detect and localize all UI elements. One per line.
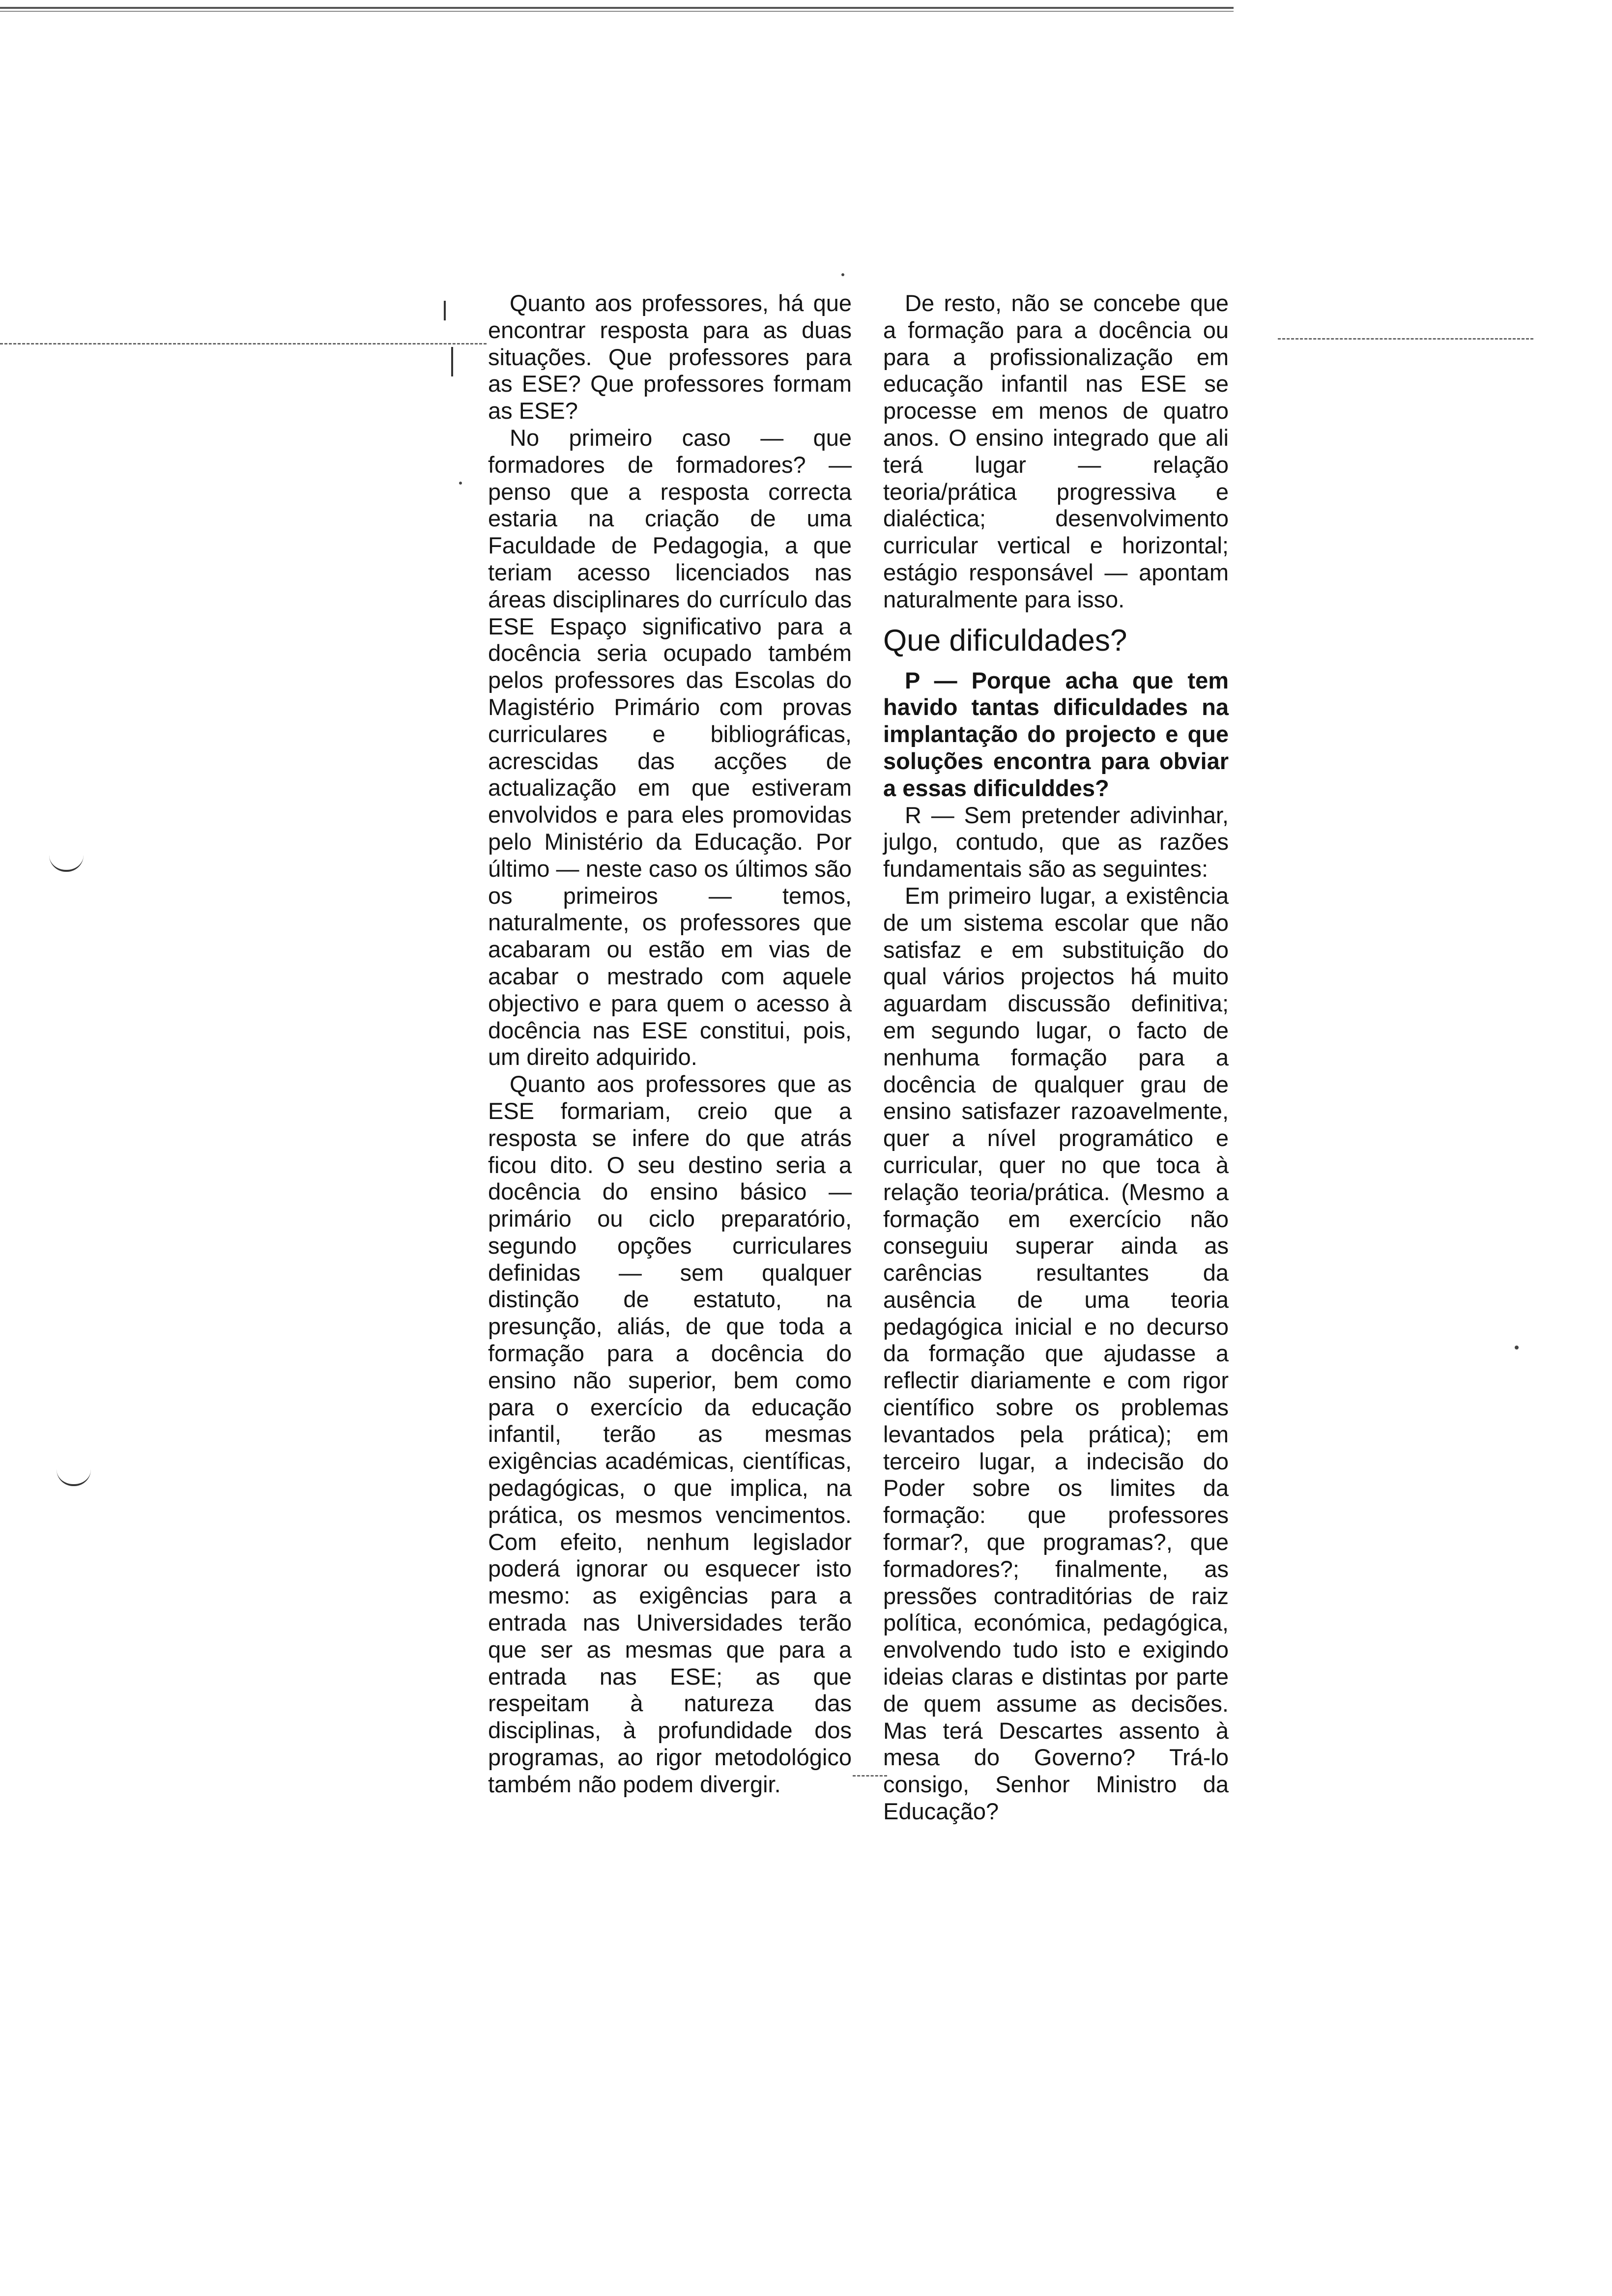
scan-speck	[459, 482, 462, 485]
right-margin-dash-line	[1278, 338, 1533, 340]
top-scan-rule	[0, 7, 1234, 9]
left-article-column	[488, 290, 852, 1798]
answer-paragraph-2: Em primeiro lugar, a existência de um sistema escolar que não satisfaz e em substituição do qual vários projectos há muito aguardam discussão definitiva; em segundo lugar, o facto de nenhuma formação para a docência de qualquer grau de ensino satisfazer razoavelmente, quer a nível programático e curricular, quer no que toca à relação teoria/prática. (Mesmo a formação em exercício não conseguiu superar ainda as carências resultantes da ausência de uma teoria pedagógica inicial e no decurso da formação que ajudasse a reflectir diariamente e com rigor científico sobre os problemas levantados pela prática); em terceiro lugar, a indecisão do Poder sobre os limites da formação: que professores formar?, que programas?, que formadores?; finalmente, as pressões contraditórias de raiz política, económica, pedagógica, envolvendo tudo isto e exigindo ideias claras e distintas por parte de quem assume as decisões. Mas terá Descartes assento à mesa do Governo? Trá-lo consigo, Senhor Ministro da Educação?	[883, 882, 1229, 1825]
top-scan-rule-secondary	[0, 11, 1234, 12]
left-paragraph-1: Quanto aos professores, há que encontrar resposta para as duas situações. Que professores para as ESE? Que professores formam as ESE?	[488, 290, 852, 424]
column-gap-dash	[853, 1775, 887, 1777]
section-heading: Que dificuldades?	[883, 623, 1127, 658]
margin-tick-mark-2	[451, 347, 453, 376]
left-paragraph-2: No primeiro caso — que formadores de formadores? — penso que a resposta correcta estaria na criação de uma Faculdade de Pedagogia, a que teriam acesso licenciados nas áreas disciplinares do currículo das ESE Espaço significativo para a docência seria ocupado também pelos professores das Escolas do Magistério Primário com provas curriculares e bibliográficas, acrescidas das acções de actualização em que estiveram envolvidos e para eles promovidas pelo Ministério da Educação. Por último — neste caso os últimos são os primeiros — temos, naturalmente, os professores que acabaram ou estão em vias de acabar o mestrado com aquele objectivo e para quem o acesso à docência nas ESE constitui, pois, um direito adquirido.	[488, 424, 852, 1070]
margin-curve-mark	[49, 855, 84, 872]
left-margin-dash-line	[0, 343, 487, 344]
left-paragraph-3: Quanto aos professores que as ESE formariam, creio que a resposta se infere do que atrás ficou dito. O seu destino seria a docência do ensino básico — primário ou ciclo preparatório, segundo opções curriculares definidas — sem qualquer distinção de estatuto, na presunção, aliás, de que toda a formação para a docência do ensino não superior, bem como para o exercício da educação infantil, terão as mesmas exigências académicas, científicas, pedagógicas, o que implica, na prática, os mesmos vencimentos. Com efeito, nenhum legislador poderá ignorar ou esquecer isto mesmo: as exigências para a entrada nas Universidades terão que ser as mesmas que para a entrada nas ESE; as que respeitam à natureza das disciplinas, à profundidade dos programas, ao rigor metodológico também não podem divergir.	[488, 1071, 852, 1797]
answer-paragraph-1: R — Sem pretender adivinhar, julgo, contudo, que as razões fundamentais são as seguintes:	[883, 802, 1229, 882]
right-intro-paragraph: De resto, não se concebe que a formação para a docência ou para a profissionalização em educação infantil nas ESE se processe em menos de quatro anos. O ensino integrado que ali terá lugar — relação teoria/prática progressiva e dialéctica; desenvolvimento curricular vertical e horizontal; estágio responsável — apontam naturalmente para isso.	[883, 290, 1229, 612]
margin-curve-mark-2	[57, 1469, 91, 1486]
right-article-column	[883, 290, 1229, 1825]
scan-speck	[1515, 1346, 1519, 1349]
scan-speck	[841, 273, 844, 276]
interview-question: P — Porque acha que tem havido tantas dificuldades na implantação do projecto e que soluções encontra para obviar a essas dificulddes?	[883, 667, 1229, 801]
margin-tick-mark	[444, 301, 446, 320]
